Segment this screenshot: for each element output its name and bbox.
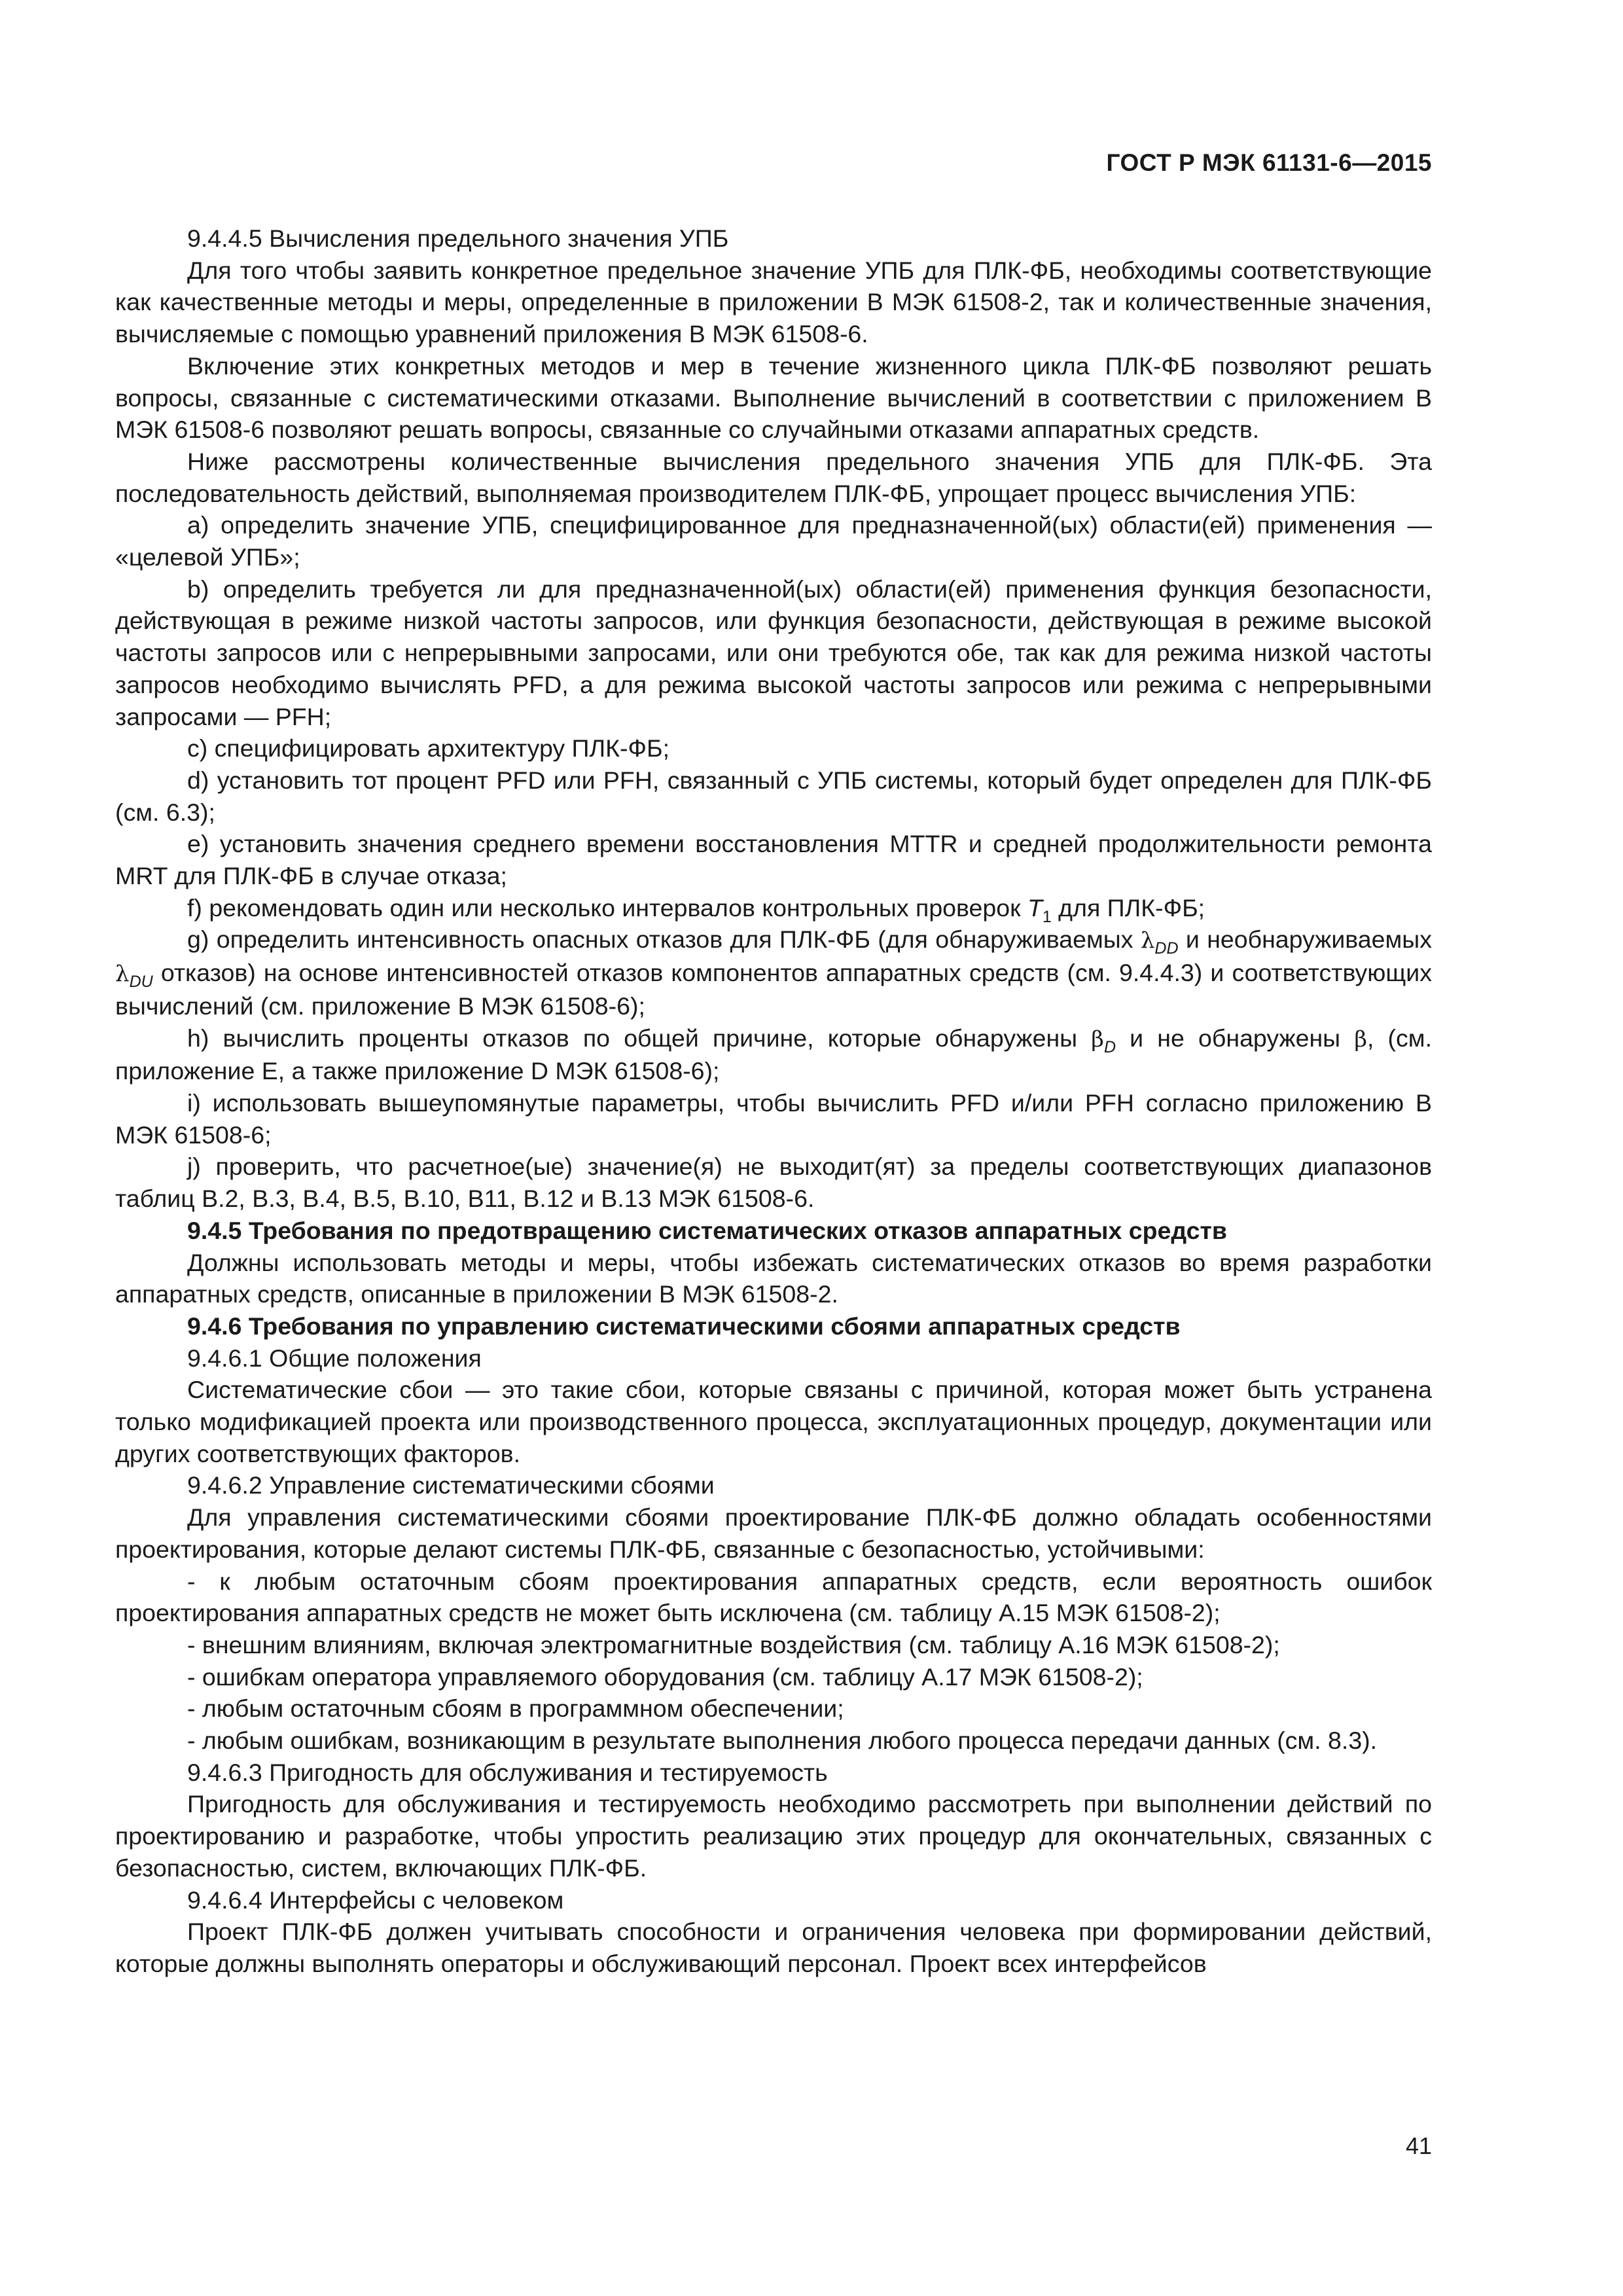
symbol-beta: β [1091, 1026, 1104, 1052]
paragraph: Должны использовать методы и меры, чтобы избежать систематических отказов во время разработки аппаратных средств, описанные в приложении В МЭК 61508-2. [115, 1248, 1432, 1308]
symbol-lambda: λ [1140, 927, 1155, 954]
section-heading-9-4-5: 9.4.5 Требования по предотвращению систематических отказов аппаратных средств [187, 1216, 1227, 1244]
text-run: g) определить интенсивность опасных отказов для ПЛК-ФБ (для обнаруживаемых [187, 925, 1141, 954]
text-run: h) вычислить проценты отказов по общей причине, которые обнаружены [187, 1024, 1092, 1052]
text-run: и не обнаружены [1116, 1024, 1355, 1052]
document-body [115, 223, 1432, 1980]
section-heading-9-4-6-2: 9.4.6.2 Управление систематическими сбоями [187, 1471, 715, 1499]
paragraph: Систематические сбои — это такие сбои, которые связаны с причиной, которая может быть устранена только модификацией проекта или производственного процесса, эксплуатационных процедур, документации или других соответствующих факторов. [115, 1376, 1432, 1467]
paragraph: Для того чтобы заявить конкретное предельное значение УПБ для ПЛК-ФБ, необходимы соответствующие как качественные методы и меры, определенные в приложении В МЭК 61508-2, так и количественные значения, вычисляемые с помощью уравнений приложения В МЭК 61508-6. [115, 256, 1432, 348]
text-run: для ПЛК-ФБ; [1051, 893, 1205, 922]
list-item-d: d) установить тот процент PFD или PFH, связанный с УПБ системы, который будет определен для ПЛК-ФБ (см. 6.3); [115, 766, 1432, 826]
paragraph: Пригодность для обслуживания и тестируемость необходимо рассмотреть при выполнении действий по проектированию и разработке, чтобы упростить реализацию этих процедур для окончательных, связанных с безопасностью, систем, включающих ПЛК-ФБ. [115, 1790, 1432, 1882]
list-item-j: j) проверить, что расчетное(ые) значение(я) не выходит(ят) за пределы соответствующих диапазонов таблиц В.2, В.3, В.4, В.5, В.10, В11, В.12 и В.13 МЭК 61508-6. [115, 1153, 1432, 1213]
document-header: ГОСТ Р МЭК 61131-6—2015 [1106, 149, 1432, 176]
subscript: DU [129, 973, 153, 992]
text-run: , (см. приложение Е, а также приложение D МЭК 61508-6); [115, 1024, 1432, 1085]
text-run: отказов) на основе интенсивностей отказов компонентов аппаратных средств (см. 9.4.4.3) и соответствующих вычислений (см. приложение В МЭК 61508-6); [115, 959, 1432, 1020]
list-item-i: i) использовать вышеупомянутые параметры, чтобы вычислить PFD и/или PFH согласно приложению В МЭК 61508-6; [115, 1088, 1432, 1149]
list-item-c: c) специфицировать архитектуру ПЛК-ФБ; [187, 734, 669, 762]
section-heading-9-4-6-3: 9.4.6.3 Пригодность для обслуживания и тестируемость [187, 1758, 828, 1786]
list-item-h [115, 1022, 1432, 1087]
paragraph: Проект ПЛК-ФБ должен учитывать способности и ограничения человека при формировании действий, которые должны выполнять операторы и обслуживающий персонал. Проект всех интерфейсов [115, 1918, 1432, 1977]
section-heading-9-4-6-4: 9.4.6.4 Интерфейсы с человеком [187, 1886, 564, 1914]
paragraph: Ниже рассмотрены количественные вычисления предельного значения УПБ для ПЛК-ФБ. Эта последовательность действий, выполняемая производителем ПЛК-ФБ, упрощает процесс вычисления УПБ: [115, 447, 1432, 507]
dash-item: - ошибкам оператора управляемого оборудования (см. таблицу А.17 МЭК 61508-2); [187, 1662, 1143, 1691]
section-heading-9-4-6: 9.4.6 Требования по управлению систематическими сбоями аппаратных средств [187, 1312, 1181, 1340]
dash-item: - к любым остаточным сбоям проектирования аппаратных средств, если вероятность ошибок проектирования аппаратных средств не может быть исключена (см. таблицу А.15 МЭК 61508-2); [115, 1567, 1432, 1627]
list-item-a: a) определить значение УПБ, специфицированное для предназначенной(ых) области(ей) применения — «целевой УПБ»; [115, 511, 1432, 571]
text-run: и необнаруживаемых [1178, 925, 1432, 954]
paragraph: Для управления систематическими сбоями проектирование ПЛК-ФБ должно обладать особенностями проектирования, которые делают системы ПЛК-ФБ, связанные с безопасностью, устойчивыми: [115, 1503, 1432, 1563]
section-heading-9-4-6-1: 9.4.6.1 Общие положения [187, 1344, 482, 1372]
list-item-g [115, 924, 1432, 1022]
text-run: f) рекомендовать один или несколько интервалов контрольных проверок [187, 893, 1027, 922]
dash-item: - любым ошибкам, возникающим в результате выполнения любого процесса передачи данных (см. 8.3). [187, 1727, 1378, 1755]
dash-item: - любым остаточным сбоям в программном обеспечении; [187, 1695, 844, 1723]
subscript: D [1103, 1037, 1116, 1056]
section-heading-9-4-4-5: 9.4.4.5 Вычисления предельного значения УПБ [187, 224, 729, 252]
symbol-lambda: λ [115, 961, 130, 988]
symbol-t: T [1027, 893, 1043, 922]
list-item-e: e) установить значения среднего времени восстановления MTTR и средней продолжительности ремонта MRT для ПЛК-ФБ в случае отказа; [115, 830, 1432, 890]
list-item-b: b) определить требуется ли для предназначенной(ых) области(ей) применения функция безопасности, действующая в режиме низкой частоты запросов, или функция безопасности, действующая в режиме высокой частоты запросов или с непрерывными запросами, или они требуются обе, так как для режима низкой частоты запросов необходимо вычислять PFD, а для режима высокой частоты запросов или режима с непрерывными запросами — PFH; [115, 575, 1432, 730]
symbol-beta: β [1354, 1026, 1367, 1052]
page-number: 41 [1405, 2132, 1432, 2159]
list-item-f [115, 892, 1432, 924]
subscript: 1 [1042, 907, 1052, 926]
dash-item: - внешним влияниям, включая электромагнитные воздействия (см. таблицу А.16 МЭК 61508-2); [187, 1630, 1280, 1659]
paragraph: Включение этих конкретных методов и мер в течение жизненного цикла ПЛК-ФБ позволяют решать вопросы, связанные с систематическими отказами. Выполнение вычислений в соответствии с приложением В МЭК 61508-6 позволяют решать вопросы, связанные со случайными отказами аппаратных средств. [115, 351, 1432, 444]
subscript: DD [1154, 939, 1179, 958]
